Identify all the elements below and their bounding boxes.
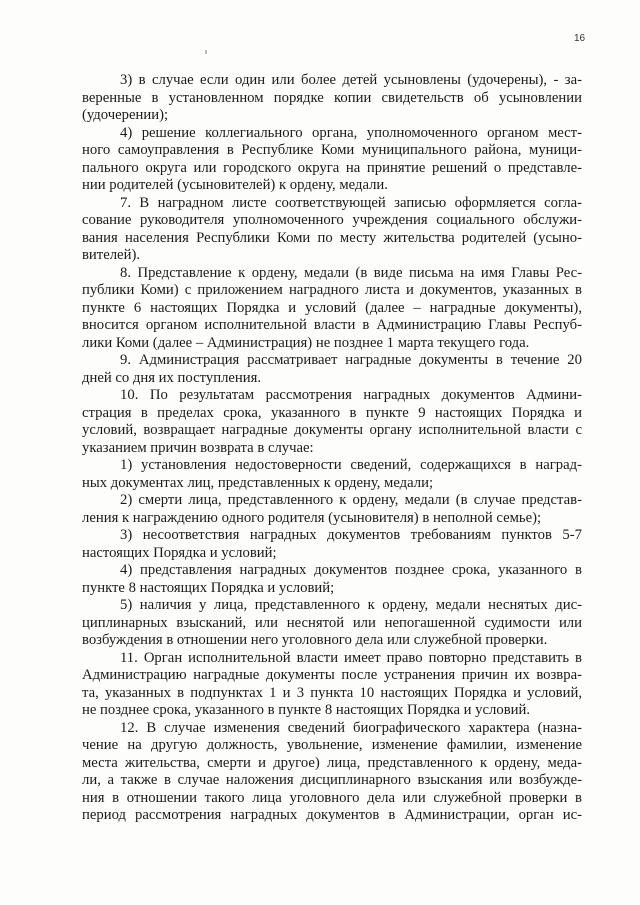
page-number: 16 [574,33,586,44]
text-line: ления к награждению одного родителя (усыновителя) в неполной семье); [82,509,542,526]
text-line: пункте 6 настоящих Порядка и условий (далее – наградные документы), [82,299,582,316]
text-line: 3) несоответствия наградных документов требованиям пунктов 5-7 [120,527,582,543]
text-line: пального округа или городского округа на принятие решений о представле- [82,159,582,176]
text-line: ли, а также в случае наложения дисциплинарного взыскания или возбужде- [82,772,582,788]
text-line: возбуждения в отношении него уголовного дела или служебной проверки. [82,632,548,648]
text-line: вителей). [82,247,141,263]
text-line: публики Коми) с приложением наградного листа и документов, указанных в [82,282,582,298]
text-line: не позднее срока, указанного в пункте 8 настоящих Порядка и условий. [82,702,531,718]
text-line: настоящих Порядка и условий; [82,544,277,561]
text-line: 11. Орган исполнительной власти имеет право повторно представить в [120,649,582,666]
text-line: вносится органом исполнительной власти в Администрацию Главы Респуб- [82,317,582,333]
text-line: 3) в случае если один или более детей усыновлены (удочерены), - за- [120,72,582,88]
text-line: сование руководителя уполномоченного учреждения социального обслужи- [82,212,582,228]
text-line: 7. В наградном листе соответствующей записью оформляется согла- [120,194,582,211]
text-line: условий, возвращает наградные документы органу исполнительной власти с [82,422,582,438]
text-line: 1) установления недостоверности сведений, содержащихся в наград- [120,457,582,473]
text-line: страция в пределах срока, указанного в пункте 9 настоящих Порядка и [82,404,582,421]
text-line: 2) смерти лица, представленного к ордену, медали (в случае представ- [120,492,582,508]
text-line: пункте 8 настоящих Порядка и условий; [82,579,335,596]
text-line: период рассмотрения наградных документов в Администрации, орган ис- [82,807,582,823]
text-line: 12. В случае изменения сведений биографического характера (назна- [120,719,582,736]
text-line: 9. Администрация рассматривает наградные документы в течение 20 [120,352,582,368]
text-line: Администрацию наградные документы после устранения причин их возвра- [82,667,582,683]
text-line: веренные в установленном порядке копии свидетельств об усыновлении [82,89,582,106]
text-line: лики Коми (далее – Администрация) не позднее 1 марта текущего года. [82,334,530,351]
text-line: дней со дня их поступления. [82,369,262,386]
scan-artifact [205,50,207,54]
document-body [82,72,582,825]
text-line: ных документах лиц, представленных к ордену, медали; [82,474,434,491]
text-line: ния в отношении такого лица уголовного дела или служебной проверки в [82,789,582,806]
text-line: та, указанных в подпунктах 1 и 3 пункта 10 настоящих Порядка и условий, [82,684,582,701]
text-line: ного самоуправления в Республике Коми муниципального района, муници- [82,142,582,158]
text-line: циплинарных взысканий, или неснятой или непогашенной судимости или [82,614,582,631]
text-line: указанием причин возврата в случае: [82,439,314,456]
text-line: 4) решение коллегиального органа, уполномоченного органом мест- [120,124,582,141]
text-line: 10. По результатам рассмотрения наградных документов Админи- [120,387,582,403]
text-line: вания населения Республики Коми по месту жительства родителей (усыно- [82,229,582,246]
text-line: 5) наличия у лица, представленного к ордену, медали неснятых дис- [120,597,582,613]
text-line: (удочерении); [82,107,169,123]
text-line: места жительства, смерти и другое) лица, представленного к ордену, меда- [82,754,582,771]
text-line: 4) представления наградных документов позднее срока, указанного в [120,562,582,578]
text-line: нии родителей (усыновителей) к ордену, медали. [82,177,388,193]
text-line: 8. Представление к ордену, медали (в виде письма на имя Главы Рес- [120,264,582,281]
text-line: чение на другую должность, увольнение, изменение фамилии, изменение [82,737,582,753]
